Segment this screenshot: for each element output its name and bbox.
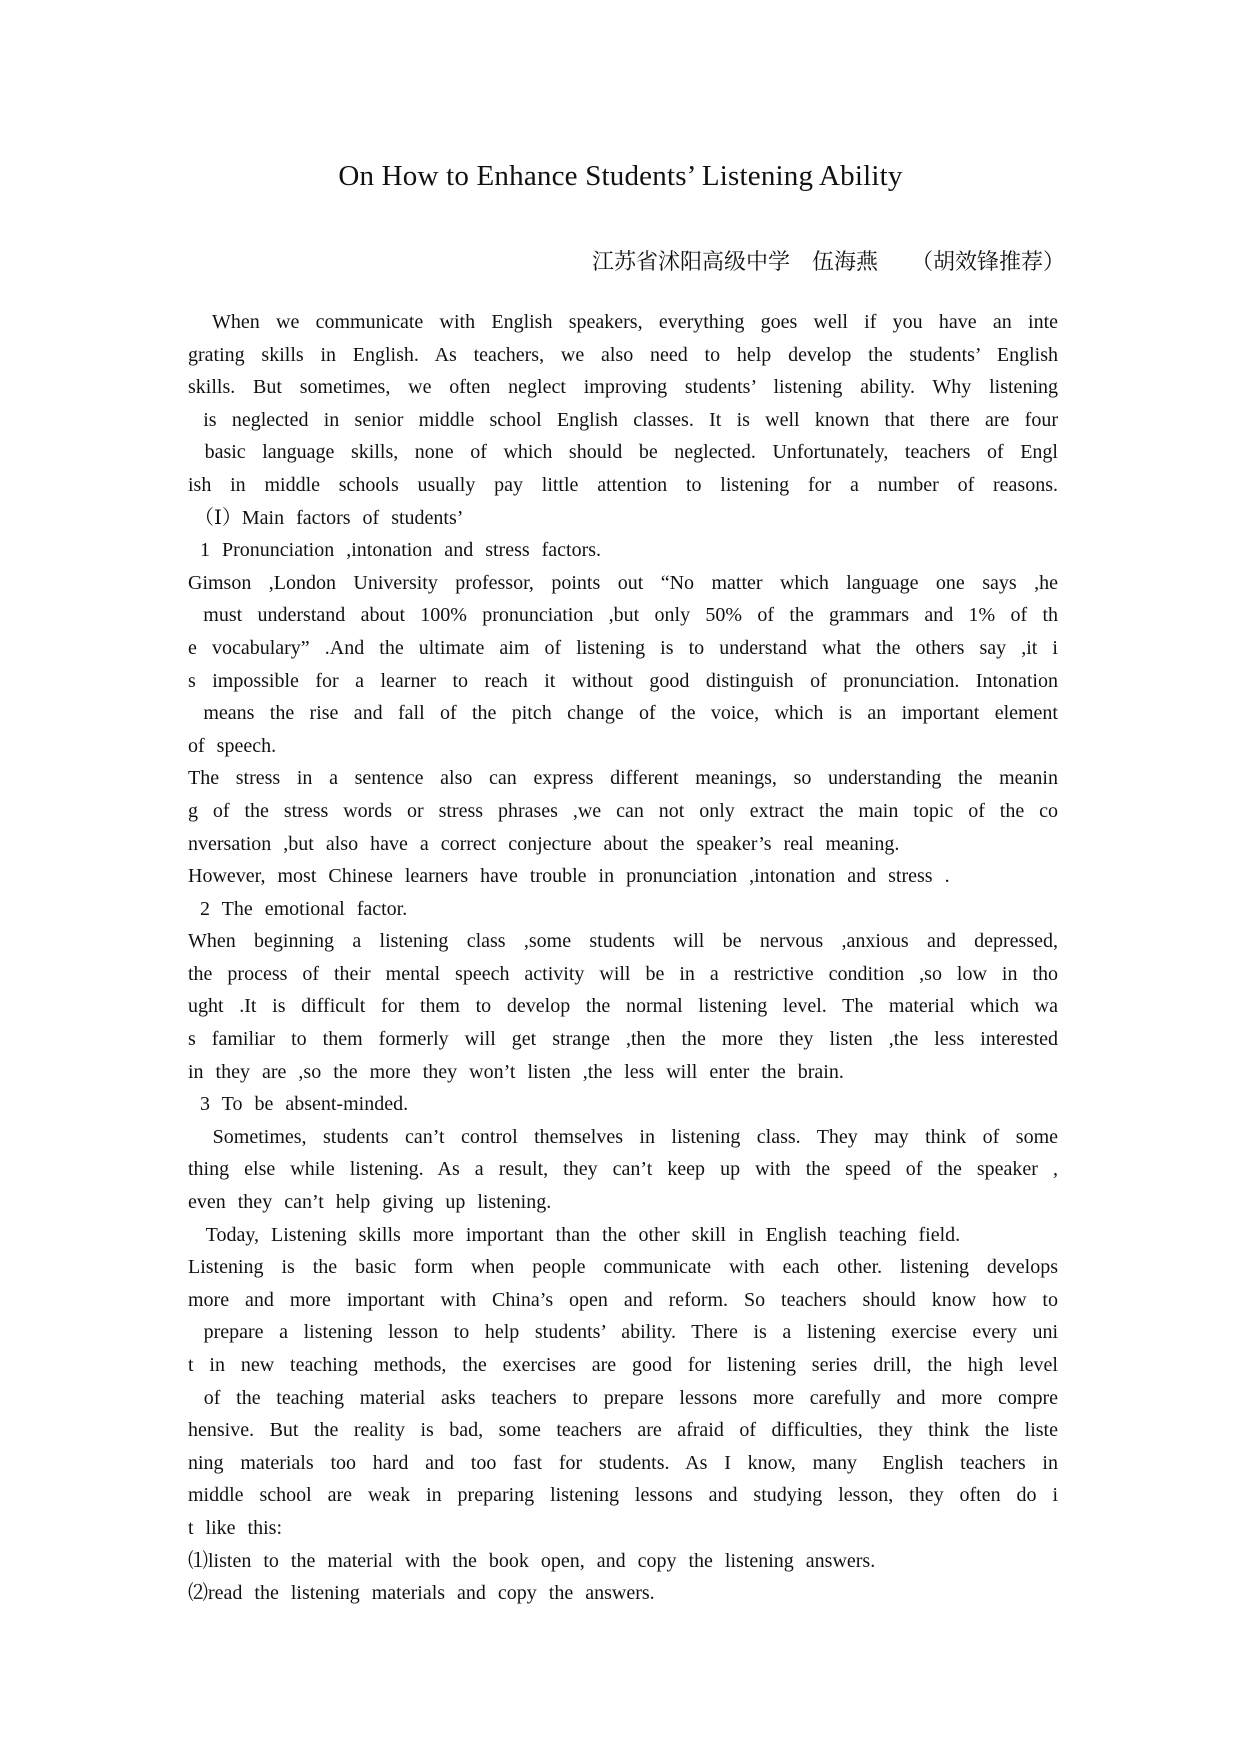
text-line: ⑴listen to the material with the book open, and copy the listening answers.: [188, 1549, 876, 1572]
text-line: skills. But sometimes, we often neglect improving students’ listening ability. Why listening: [188, 376, 1058, 399]
text-line: t in new teaching methods, the exercises are good for listening series drill, the high level: [188, 1354, 1058, 1376]
text-line: When we communicate with English speakers, everything goes well if you have an inte: [188, 311, 1058, 333]
body-text: [188, 306, 1058, 1610]
text-line: in they are ,so the more they won’t listen ,the less will enter the brain.: [188, 1060, 844, 1083]
text-line: However, most Chinese learners have trouble in pronunciation ,intonation and stress .: [188, 865, 950, 888]
text-line: must understand about 100% pronunciation ,but only 50% of the grammars and 1% of th: [188, 604, 1058, 627]
text-line: Today, Listening skills more important than the other skill in English teaching field.: [188, 1223, 961, 1246]
text-line: of speech.: [188, 734, 277, 757]
text-line: 2 The emotional factor.: [188, 897, 408, 920]
text-line: grating skills in English. As teachers, we also need to help develop the students’ English: [188, 343, 1058, 366]
text-line: s impossible for a learner to reach it without good distinguish of pronunciation. Intonation: [188, 669, 1058, 692]
text-line: is neglected in senior middle school English classes. It is well known that there are four: [188, 408, 1058, 431]
text-line: Sometimes, students can’t control themselves in listening class. They may think of some: [188, 1125, 1058, 1148]
text-line: g of the stress words or stress phrases ,we can not only extract the main topic of the co: [188, 799, 1058, 822]
text-line: Listening is the basic form when people communicate with each other. listening develops: [188, 1256, 1058, 1279]
text-line: （Ⅰ）Main factors of students’: [188, 506, 464, 529]
text-line: 1 Pronunciation ,intonation and stress factors.: [188, 539, 602, 562]
text-line: basic language skills, none of which should be neglected. Unfortunately, teachers of Engl: [188, 441, 1058, 464]
text-line: middle school are weak in preparing listening lessons and studying lesson, they often do i: [188, 1484, 1058, 1507]
text-line: 3 To be absent-minded.: [188, 1093, 409, 1116]
text-line: The stress in a sentence also can express different meanings, so understanding the meanin: [188, 767, 1058, 790]
text-line: hensive. But the reality is bad, some teachers are afraid of difficulties, they think the liste: [188, 1419, 1058, 1442]
text-line: e vocabulary” .And the ultimate aim of listening is to understand what the others say ,it i: [188, 636, 1058, 659]
text-line: of the teaching material asks teachers to prepare lessons more carefully and more compre: [188, 1386, 1058, 1409]
text-line: When beginning a listening class ,some students will be nervous ,anxious and depressed,: [188, 930, 1058, 953]
text-line: thing else while listening. As a result, they can’t keep up with the speed of the speaker ,: [188, 1158, 1058, 1181]
text-line: even they can’t help giving up listening.: [188, 1191, 552, 1214]
text-line: nversation ,but also have a correct conjecture about the speaker’s real meaning.: [188, 832, 900, 855]
text-line: Gimson ,London University professor, points out “No matter which language one says ,he: [188, 571, 1058, 594]
text-line: means the rise and fall of the pitch change of the voice, which is an important element: [188, 702, 1058, 725]
text-line: ish in middle schools usually pay little attention to listening for a number of reasons.: [188, 473, 1058, 496]
text-line: more and more important with China’s open and reform. So teachers should know how to: [188, 1288, 1058, 1311]
text-line: ⑵read the listening materials and copy the answers.: [188, 1582, 655, 1605]
text-line: ught .It is difficult for them to develop the normal listening level. The material which wa: [188, 995, 1058, 1018]
text-line: prepare a listening lesson to help students’ ability. There is a listening exercise every uni: [188, 1321, 1058, 1344]
author-byline: 江苏省沭阳高级中学 伍海燕 （胡效锋推荐）: [591, 249, 1065, 274]
text-line: the process of their mental speech activity will be in a restrictive condition ,so low in tho: [188, 962, 1058, 985]
text-line: ning materials too hard and too fast for students. As I know, many English teachers in: [188, 1451, 1058, 1474]
document-title: On How to Enhance Students’ Listening Ability: [338, 160, 903, 192]
text-line: s familiar to them formerly will get strange ,then the more they listen ,the less interested: [188, 1028, 1058, 1051]
text-line: t like this:: [188, 1516, 282, 1539]
